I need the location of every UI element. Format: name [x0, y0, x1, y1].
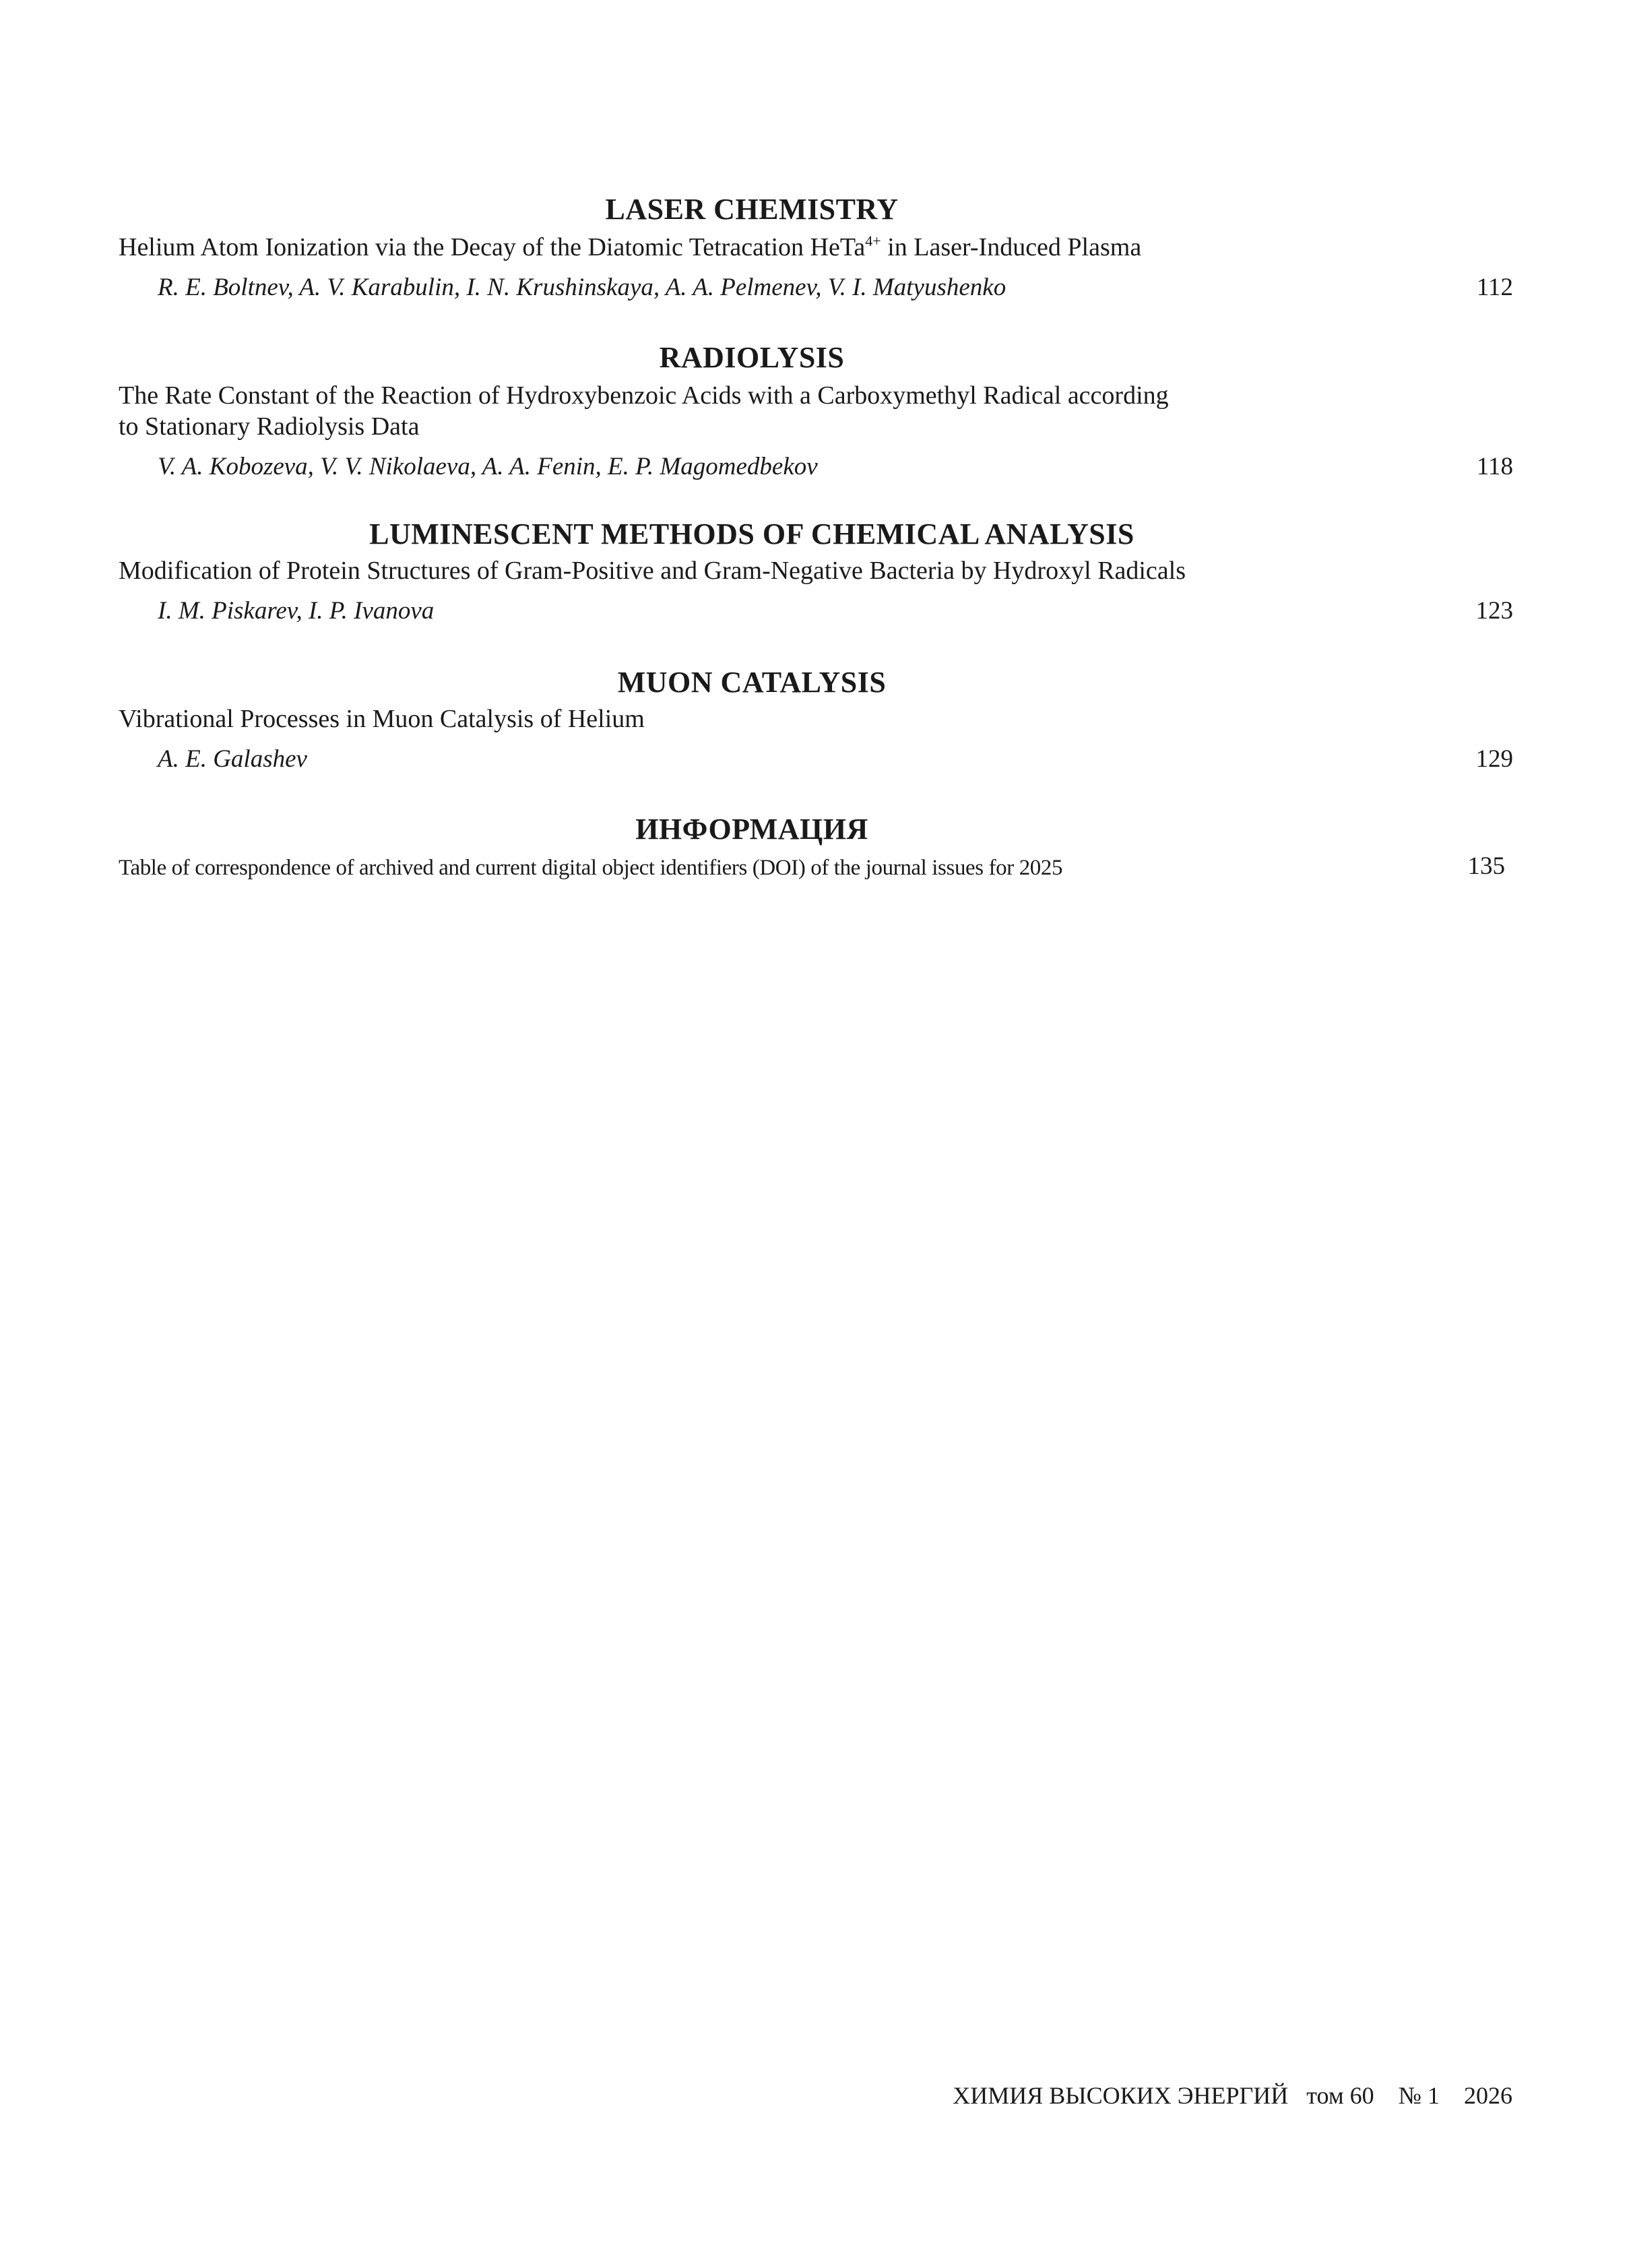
page-number[interactable]: 112: [1476, 274, 1513, 301]
journal-volume: том 60: [1306, 2082, 1374, 2109]
page-number[interactable]: 129: [1475, 745, 1513, 773]
page-number[interactable]: 123: [1475, 597, 1513, 625]
article-authors: V. A. Kobozeva, V. V. Nikolaeva, A. A. Fenin, E. P. Magomedbekov: [158, 453, 818, 480]
page-number[interactable]: 118: [1476, 453, 1513, 480]
section-laser-chemistry: [119, 193, 1513, 314]
charge-superscript: 4+: [865, 232, 881, 249]
article-title-text-end: in Laser-Induced Plasma: [881, 233, 1142, 261]
article-title[interactable]: [119, 232, 1399, 263]
section-heading: LASER CHEMISTRY: [605, 193, 899, 226]
journal-name: ХИМИЯ ВЫСОКИХ ЭНЕРГИЙ: [953, 2082, 1289, 2109]
journal-year: 2026: [1464, 2082, 1512, 2109]
article-title[interactable]: Table of correspondence of archived and current digital object identifiers (DOI) of the journal issues for 2025: [119, 856, 1063, 880]
article-authors: A. E. Galashev: [158, 745, 307, 773]
article-authors: I. M. Piskarev, I. P. Ivanova: [158, 597, 435, 625]
section-radiolysis: [119, 341, 1513, 496]
section-heading: MUON CATALYSIS: [617, 666, 887, 699]
journal-issue: № 1: [1398, 2082, 1440, 2109]
section-heading: LUMINESCENT METHODS OF CHEMICAL ANALYSIS: [369, 517, 1134, 550]
page-number[interactable]: 135: [1467, 852, 1505, 880]
section-heading: RADIOLYSIS: [659, 341, 845, 374]
section-information: [119, 813, 1513, 893]
journal-footer: [953, 2081, 1512, 2110]
section-heading: ИНФОРМАЦИЯ: [635, 813, 868, 846]
section-muon-catalysis: [119, 666, 1513, 787]
section-luminescent-methods: [119, 517, 1513, 639]
article-title-text: Helium Atom Ionization via the Decay of the Diatomic Tetracation HeTa: [119, 233, 866, 261]
article-title-line: to Stationary Radiolysis Data: [119, 412, 420, 441]
article-title[interactable]: Modification of Protein Structures of Gram-Positive and Gram-Negative Bacteria by Hydroxyl Radicals: [119, 557, 1186, 585]
article-title[interactable]: [119, 380, 1399, 442]
article-title-line: The Rate Constant of the Reaction of Hydroxybenzoic Acids with a Carboxymethyl Radical according: [119, 381, 1169, 410]
article-title[interactable]: Vibrational Processes in Muon Catalysis of Helium: [119, 705, 645, 733]
article-authors: R. E. Boltnev, A. V. Karabulin, I. N. Krushinskaya, A. A. Pelmenev, V. I. Matyushenko: [158, 274, 1006, 301]
